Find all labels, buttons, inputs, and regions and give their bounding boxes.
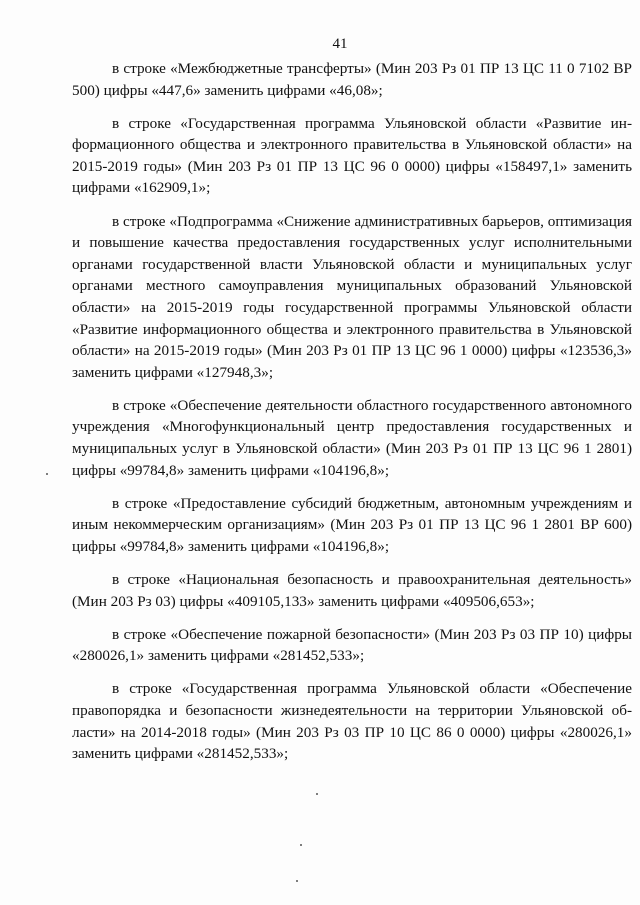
scan-speck	[296, 880, 298, 882]
paragraph-state-program-law-order: в строке «Государственная программа Ульяновской области «Обеспечение правопорядка и безопасности жизнедеятельности на территории Ульяновской области» на 2014-2018 годы» (Мин 203 Рз 03 ПР 10 ЦС 86 0 0000) цифры «280026,1» заменить цифрами «281452,533»;	[72, 680, 632, 763]
paragraph-subsidies: в строке «Предоставление субсидий бюджетным, автономным учреждениям и иным некоммерческим организациям» (Мин 203 Рз 01 ПР 13 ЦС 96 1 2801 ВР 600) цифры «99784,8» заменить цифрами «104196,8»;	[72, 494, 632, 555]
paragraph-interbudget-transfers: в строке «Межбюджетные трансферты» (Мин 203 Рз 01 ПР 13 ЦС 11 0 7102 ВР 500) цифры «447,6» заменить цифрами «46,08»;	[72, 60, 632, 99]
scan-speck	[300, 844, 302, 846]
paragraph-national-security: в строке «Национальная безопасность и правоохранительная деятельность» (Мин 203 Рз 03) цифры «409105,133» заменить цифрами «409506,653»;	[72, 570, 632, 610]
paragraph-subprogram-admin-barriers: в строке «Подпрограмма «Снижение административных барьеров, оптимизация и повышение качества предоставления государственных услуг исполнительными органами государственной власти Ульяновской области и муниципальных услуг органами местного самоуправления муниципальных образований Ульяновской области» на 2015-2019 годы государственной программы Ульяновской области «Развитие информационного общества и электронного правительства в Ульяновской области» на 2015-2019 годы» (Мин 203 Рз 01 ПР 13 ЦС 96 1 0000) цифры «123536,3» заменить цифрами «127948,3»;	[72, 212, 632, 381]
page-number: 41	[332, 36, 348, 52]
scan-speck	[316, 793, 318, 795]
scan-speck	[46, 473, 48, 475]
paragraph-state-program-info-society: в строке «Государственная программа Ульяновской области «Развитие информационного общества и электронного правительства в Ульяновской области» на 2015-2019 годы» (Мин 203 Рз 01 ПР 13 ЦС 96 0 0000) цифры «158497,1» заменить цифрами «162909,1»;	[72, 114, 632, 197]
paragraph-mfc-activity: в строке «Обеспечение деятельности областного государственного автономного учреждения «Многофункциональный центр предоставления государственных и муниципальных услуг в Ульяновской области» (Мин 203 Рз 01 ПР 13 ЦС 96 1 2801) цифры «99784,8» заменить цифрами «104196,8»;	[72, 396, 632, 479]
document-body	[72, 58, 632, 776]
paragraph-fire-safety: в строке «Обеспечение пожарной безопасности» (Мин 203 Рз 03 ПР 10) цифры «280026,1» заменить цифрами «281452,533»;	[72, 625, 632, 665]
